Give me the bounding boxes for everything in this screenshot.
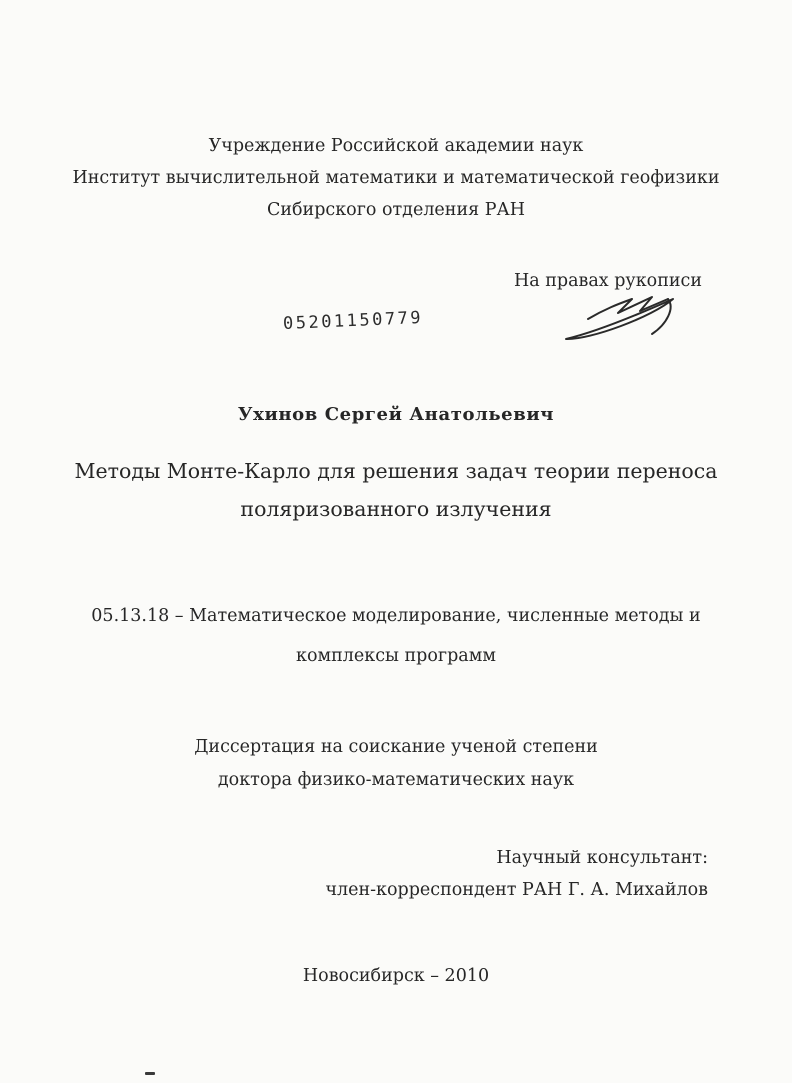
manuscript-rights-note: На правах рукописи xyxy=(513,271,702,291)
registration-stamp-number: 05201150779 xyxy=(282,307,424,335)
degree-line-2: доктора физико-математических наук xyxy=(217,770,575,790)
degree-line-1: Диссертация на соискание ученой степени xyxy=(194,737,598,757)
author-name: Ухинов Сергей Анатольевич xyxy=(237,404,555,425)
city-year: Новосибирск – 2010 xyxy=(302,966,490,986)
institution-line-1: Учреждение Российской академии наук xyxy=(208,136,584,156)
consultant-label: Научный консультант: xyxy=(496,848,708,868)
degree-statement xyxy=(0,731,792,797)
dissertation-title xyxy=(0,452,792,528)
scientific-consultant xyxy=(325,842,708,906)
institution-header xyxy=(0,130,792,226)
consultant-name: член-корреспондент РАН Г. А. Михайлов xyxy=(325,880,708,900)
dissertation-title-line-2: поляризованного излучения xyxy=(240,497,552,521)
dissertation-title-line-1: Методы Монте-Карло для решения задач теории переноса xyxy=(74,459,718,483)
handwritten-signature-icon xyxy=(560,289,680,347)
cutoff-text-fragment xyxy=(145,1072,155,1075)
specialty-code xyxy=(0,596,792,676)
institution-line-3: Сибирского отделения РАН xyxy=(266,200,526,220)
specialty-line-1: 05.13.18 – Математическое моделирование, численные методы и xyxy=(91,606,701,626)
institution-line-2: Институт вычислительной математики и математической геофизики xyxy=(72,168,720,188)
specialty-line-2: комплексы программ xyxy=(296,646,496,666)
